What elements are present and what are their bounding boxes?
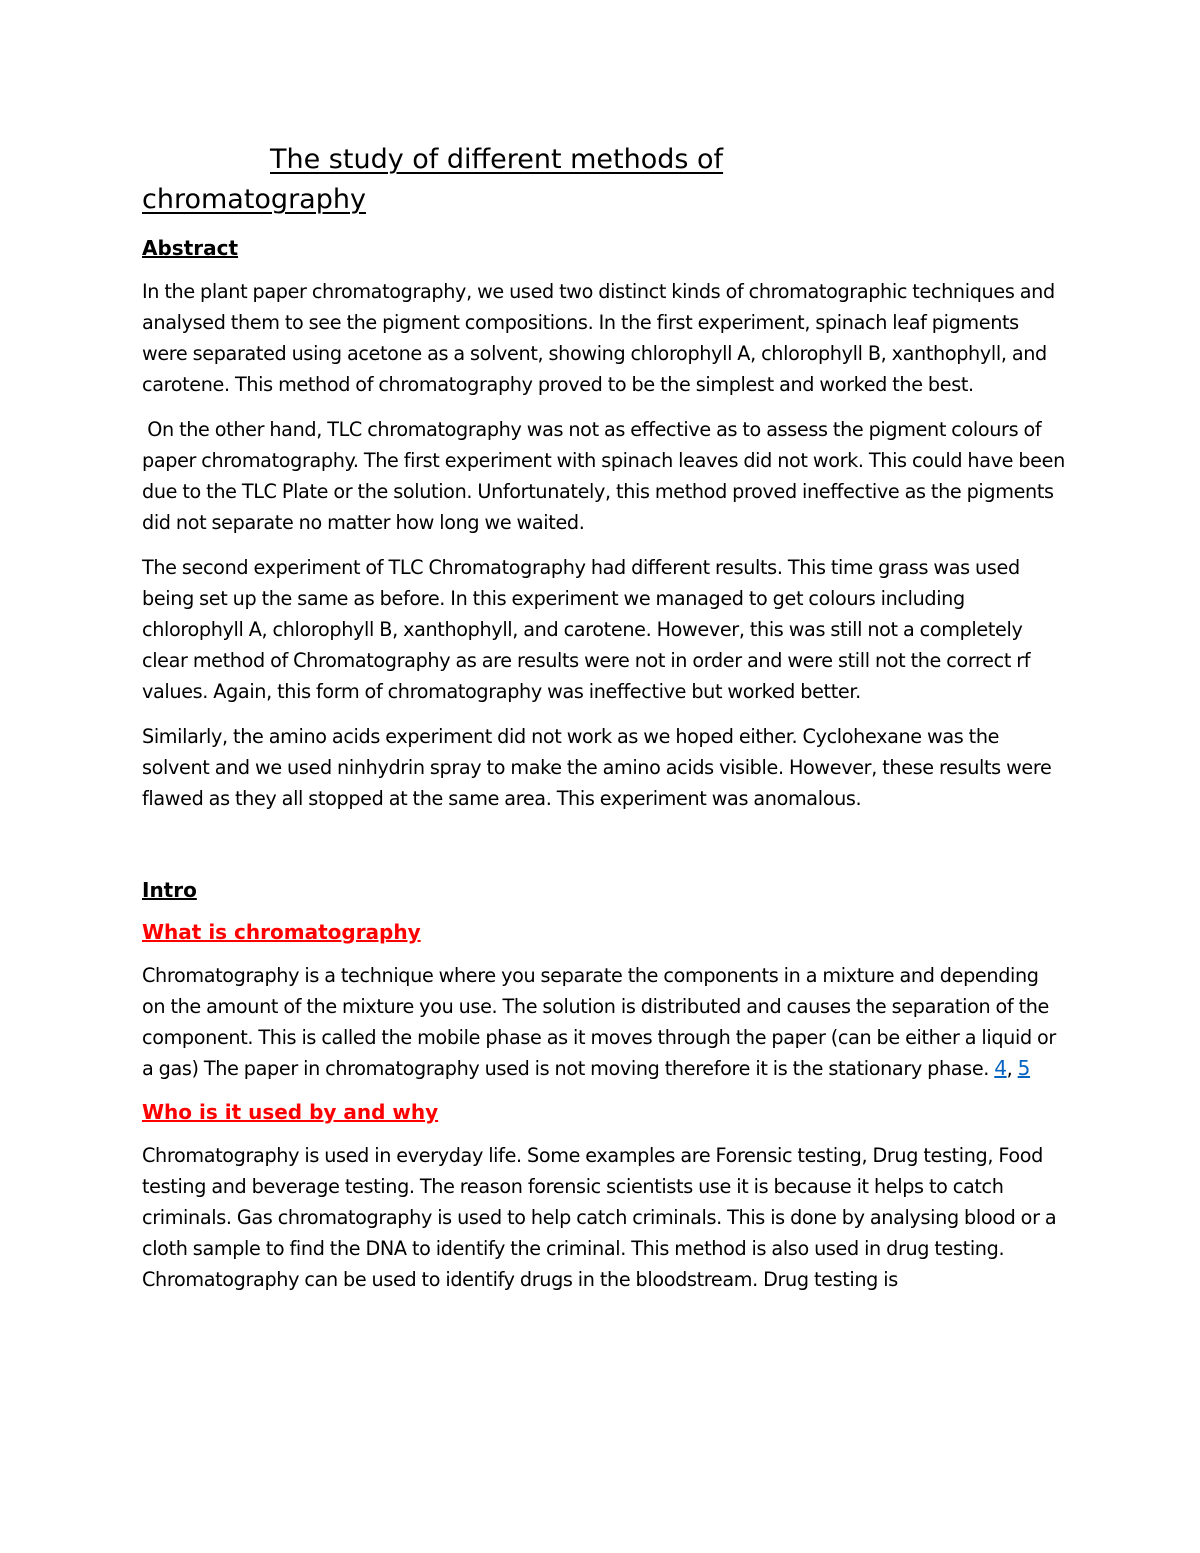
- section-spacer: [142, 828, 1067, 876]
- intro-heading: Intro: [142, 878, 197, 902]
- reference-link-4[interactable]: 4: [994, 1056, 1007, 1080]
- abstract-paragraph-3: The second experiment of TLC Chromatography had different results. This time grass was used being set up the same as before. In this experiment we managed to get colours including chlorophyll A, chlorophyll B, xanthophyll, and carotene. However, this was still not a completely clear method of Chromatography as are results were not in order and were still not the correct rf values. Again, this form of chromatography was ineffective but worked better.: [142, 556, 1031, 703]
- abstract-heading: Abstract: [142, 236, 239, 260]
- abstract-paragraph-2: On the other hand, TLC chromatography was not as effective as to assess the pigment colours of paper chromatography. The first experiment with spinach leaves did not work. This could have been due to the TLC Plate or the solution. Unfortunately, this method proved ineffective as the pigments did not separate no matter how long we waited.: [142, 418, 1071, 534]
- document-title: [142, 140, 1067, 220]
- who-uses-heading: Who is it used by and why: [142, 1100, 439, 1124]
- what-is-chromatography-paragraph: [142, 960, 1067, 1084]
- title-line-2: chromatography: [142, 184, 366, 215]
- abstract-paragraph-4: Similarly, the amino acids experiment did not work as we hoped either. Cyclohexane was the solvent and we used ninhydrin spray to make the amino acids visible. However, these results were flawed as they all stopped at the same area. This experiment was anomalous.: [142, 725, 1052, 810]
- document-page: [142, 140, 1071, 1309]
- abstract-paragraph-1: In the plant paper chromatography, we used two distinct kinds of chromatographic techniques and analysed them to see the pigment compositions. In the first experiment, spinach leaf pigments were separated using acetone as a solvent, showing chlorophyll A, chlorophyll B, xanthophyll, and carotene. This method of chromatography proved to be the simplest and worked the best.: [142, 280, 1055, 396]
- title-line-1: The study of different methods of: [270, 144, 724, 175]
- reference-separator: ,: [1006, 1057, 1018, 1080]
- what-is-chromatography-heading: What is chromatography: [142, 920, 421, 944]
- reference-link-5[interactable]: 5: [1017, 1056, 1031, 1080]
- what-is-text: Chromatography is a technique where you separate the components in a mixture and depending on the amount of the mixture you use. The solution is distributed and causes the separation of the component. This is called the mobile phase as it moves through the paper (can be either a liquid or a gas) The paper in chromatography used is not moving therefore it is the stationary phase.: [142, 964, 1062, 1080]
- who-uses-paragraph: Chromatography is used in everyday life. Some examples are Forensic testing, Drug testing, Food testing and beverage testing. The reason forensic scientists use it is because it helps to catch criminals. Gas chromatography is used to help catch criminals. This is done by analysing blood or a cloth sample to find the DNA to identify the criminal. This method is also used in drug testing. Chromatography can be used to identify drugs in the bloodstream. Drug testing is: [142, 1144, 1057, 1291]
